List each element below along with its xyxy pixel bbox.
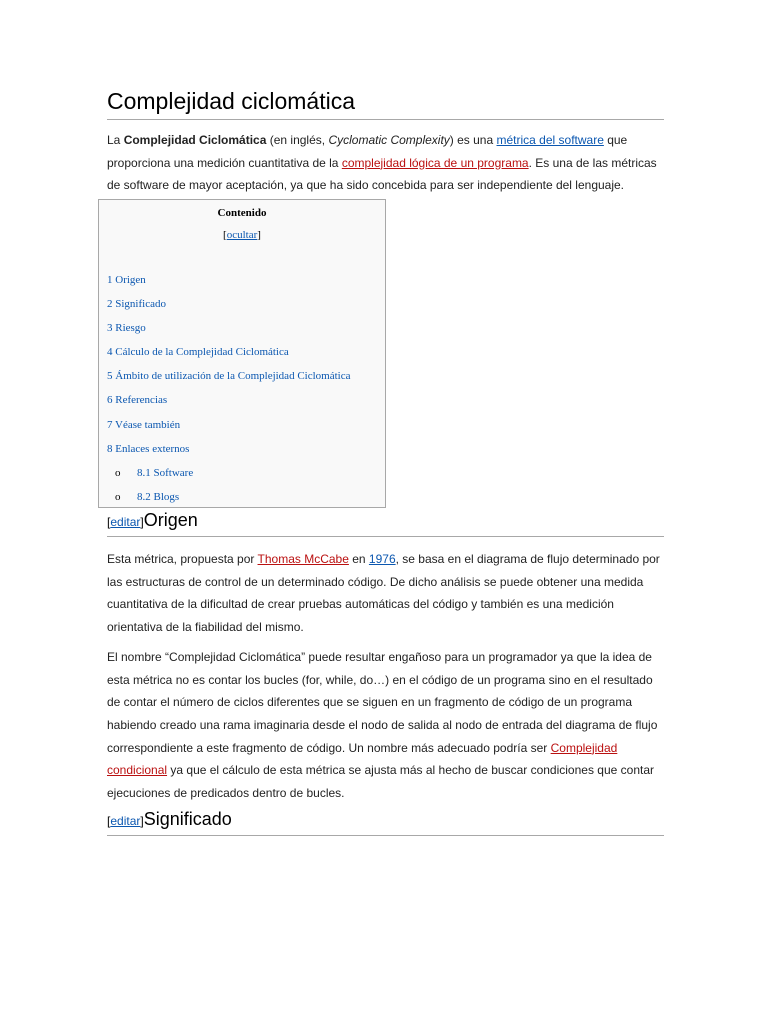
origen-p1-text-1: Esta métrica, propuesta por	[107, 552, 258, 566]
link-complejidad-condicional[interactable]: Complejidad condicional	[107, 740, 618, 778]
edit-link-origen[interactable]: editar	[110, 515, 141, 529]
intro-text-3: ) es una	[449, 133, 497, 147]
bullet-icon: o	[115, 466, 121, 479]
page-title: Complejidad ciclomática	[107, 86, 664, 120]
origen-body	[107, 548, 664, 805]
intro-bold-term: Complejidad Ciclomática	[123, 133, 267, 147]
toc-item-referencias[interactable]: 6 Referencias	[107, 394, 168, 407]
toc-item-vease-tambien[interactable]: 7 Véase también	[107, 418, 181, 431]
toc-toggle-bracket-close: ]	[257, 229, 261, 241]
toc-hide-link[interactable]: ocultar	[226, 229, 258, 241]
edit-bracket-close: ]	[140, 515, 144, 529]
edit-section-origen	[107, 515, 144, 529]
intro-italic-term: Cyclomatic Complexity	[328, 133, 450, 147]
intro-text-2: (en inglés,	[266, 133, 329, 147]
link-complejidad-logica[interactable]: complejidad lógica de un programa	[341, 155, 529, 170]
table-of-contents	[98, 199, 386, 508]
article	[107, 86, 664, 197]
section-title-origen: Origen	[143, 510, 198, 530]
toc-subitem-blogs[interactable]	[107, 485, 350, 509]
toc-item-origen[interactable]: 1 Origen	[107, 274, 146, 286]
toc-item-significado[interactable]: 2 Significado	[107, 298, 166, 311]
toc-item-ambito[interactable]: 5 Ámbito de utilización de la Complejidad Ciclomática	[107, 370, 351, 383]
origen-paragraph-1	[107, 548, 664, 639]
bullet-icon: o	[115, 490, 121, 503]
toc-item-riesgo[interactable]: 3 Riesgo	[107, 322, 146, 335]
link-thomas-mccabe[interactable]: Thomas McCabe	[257, 552, 349, 566]
origen-p1-text-2: en	[348, 552, 369, 566]
toc-item-enlaces-externos[interactable]: 8 Enlaces externos	[107, 442, 190, 455]
toc-subitem-software[interactable]	[107, 461, 350, 485]
toc-toggle-bracket-open: [	[223, 229, 227, 241]
origen-p1-text-3: , se basa en el diagrama de flujo determinado por las estructuras de control de un determinado código. De dicho análisis se puede obtener una medida cuantitativa de la dificultad de crear pruebas automáticas del código y también es una medición orientativa de la fiabilidad del mismo.	[107, 552, 660, 635]
edit-bracket-open: [	[107, 814, 111, 828]
link-metrica-del-software[interactable]: métrica del software	[496, 133, 604, 147]
origen-paragraph-2	[107, 646, 664, 805]
intro-text-5: . Es una de las métricas de software de mayor aceptación, ya que ha sido concebida para ser independiente del lenguaje.	[107, 155, 657, 193]
intro-text-1: La	[107, 133, 124, 147]
section-heading-significado	[107, 807, 664, 836]
toc-title: Contenido	[217, 207, 267, 219]
origen-p2-text-2: ya que el cálculo de esta métrica se ajusta más al hecho de buscar condiciones que contar ejecuciones de predicados dentro de bucles.	[107, 763, 654, 801]
link-1976[interactable]: 1976	[368, 552, 396, 566]
edit-section-significado	[107, 814, 144, 828]
toc-subitem-label: 8.2 Blogs	[137, 490, 180, 503]
section-heading-origen	[107, 508, 664, 537]
edit-bracket-close: ]	[140, 814, 144, 828]
origen-p2-text-1: El nombre “Complejidad Ciclomática” puede resultar engañoso para un programador ya que la idea de esta métrica no es contar los bucles (for, while, do…) en el código de un programa sino en el resultado de contar el número de ciclos diferentes que se siguen en un fragmento de código de un programa habiendo creado una rama imaginaria desde el nodo de salida al nodo de entrada del diagrama de flujo correspondiente a este fragmento de código. Un nombre más adecuado podría ser	[107, 649, 658, 755]
section-title-significado: Significado	[143, 809, 232, 829]
edit-bracket-open: [	[107, 515, 111, 529]
intro-text-4: que proporciona una medición cuantitativa de la	[107, 133, 628, 170]
intro-paragraph	[107, 129, 664, 197]
toc-item-calculo[interactable]: 4 Cálculo de la Complejidad Ciclomática	[107, 346, 289, 359]
toc-toggle	[99, 229, 385, 241]
toc-list	[107, 268, 350, 509]
toc-subitem-label: 8.1 Software	[137, 466, 194, 479]
edit-link-significado[interactable]: editar	[110, 814, 141, 828]
